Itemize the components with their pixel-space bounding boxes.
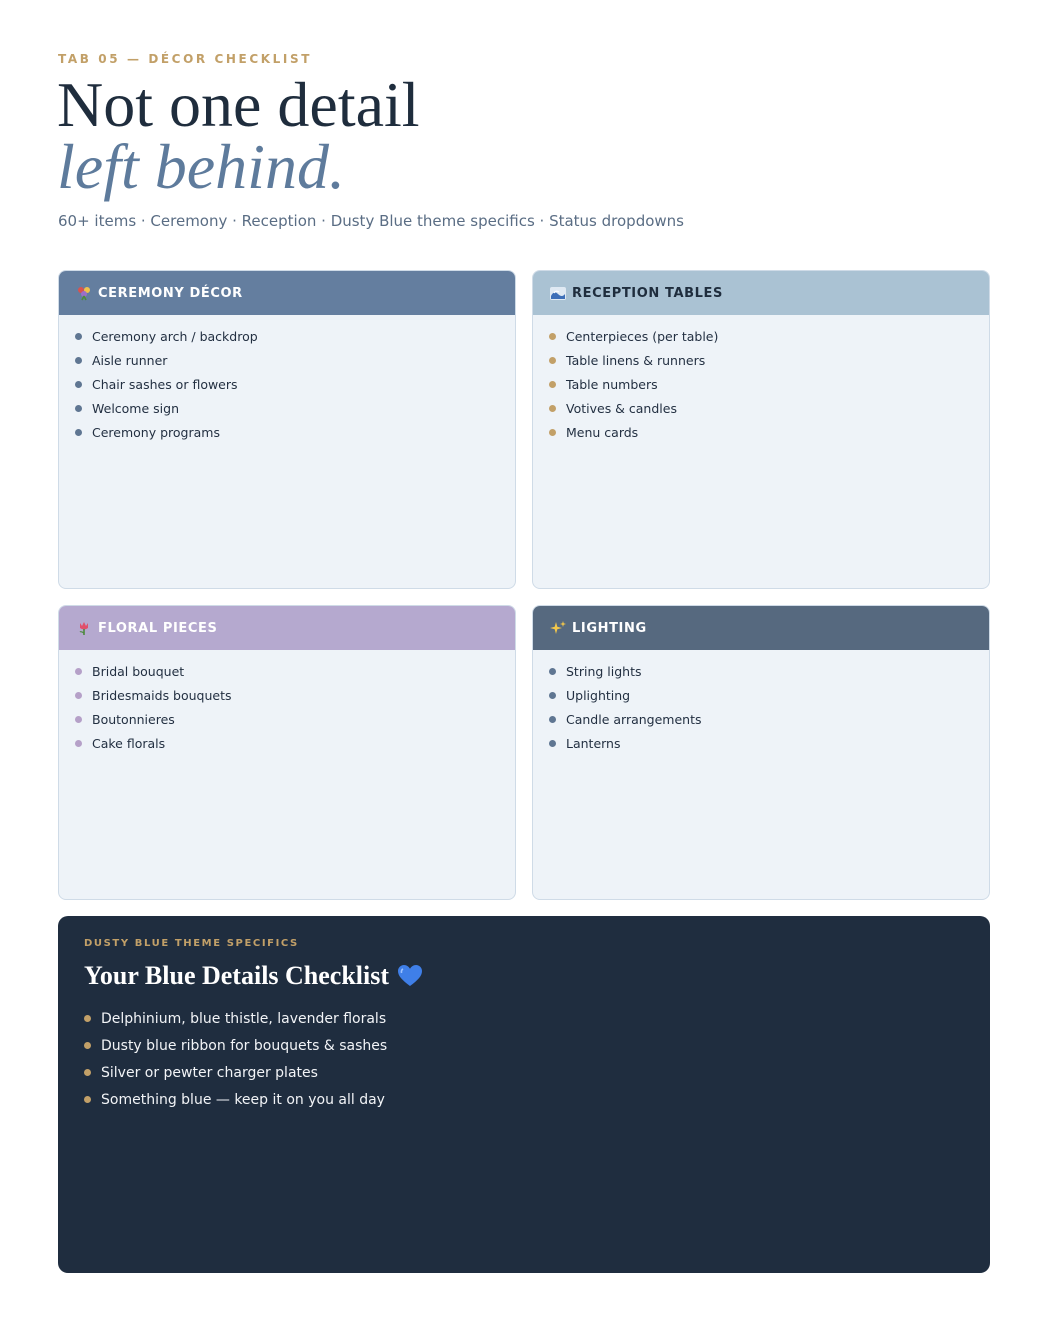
bullet xyxy=(549,716,556,723)
bullet xyxy=(549,357,556,364)
card-header xyxy=(59,271,515,315)
list-item[interactable] xyxy=(549,396,989,420)
list-item[interactable] xyxy=(549,324,989,348)
bullet xyxy=(75,668,82,675)
item-label: Menu cards xyxy=(566,424,639,440)
item-label: Table numbers xyxy=(566,376,658,392)
item-label: Candle arrangements xyxy=(566,711,702,727)
bullet xyxy=(75,357,82,364)
bullet xyxy=(75,716,82,723)
item-label: Boutonnieres xyxy=(92,711,175,727)
checklist xyxy=(533,650,989,755)
bullet xyxy=(549,668,556,675)
checklist xyxy=(59,315,515,444)
list-item[interactable] xyxy=(549,348,989,372)
card-reception-tables xyxy=(532,270,990,589)
list-item[interactable] xyxy=(75,707,515,731)
card-floral-pieces xyxy=(58,605,516,900)
checklist xyxy=(533,315,989,444)
bullet xyxy=(84,1015,91,1022)
tulip-icon xyxy=(75,619,93,637)
list-item[interactable] xyxy=(75,683,515,707)
theme-checklist xyxy=(84,1005,964,1113)
list-item[interactable] xyxy=(549,731,989,755)
list-item[interactable] xyxy=(75,372,515,396)
eyebrow: TAB 05 — DÉCOR CHECKLIST xyxy=(58,52,312,66)
list-item[interactable] xyxy=(75,659,515,683)
list-item[interactable] xyxy=(84,1086,964,1113)
bullet xyxy=(75,333,82,340)
item-label: Ceremony programs xyxy=(92,424,220,440)
blue-heart-icon xyxy=(397,964,423,988)
item-label: String lights xyxy=(566,663,642,679)
bullet xyxy=(549,429,556,436)
item-label: Something blue — keep it on you all day xyxy=(101,1091,385,1108)
list-item[interactable] xyxy=(84,1005,964,1032)
list-item[interactable] xyxy=(75,324,515,348)
item-label: Uplighting xyxy=(566,687,631,703)
card-header xyxy=(533,271,989,315)
list-item[interactable] xyxy=(549,372,989,396)
title-line-1: Not one detail xyxy=(57,69,420,140)
wave-icon xyxy=(549,284,567,302)
subtitle: 60+ items · Ceremony · Reception · Dusty Blue theme specifics · Status dropdowns xyxy=(58,212,684,230)
item-label: Bridesmaids bouquets xyxy=(92,687,232,703)
list-item[interactable] xyxy=(549,420,989,444)
list-item[interactable] xyxy=(75,420,515,444)
list-item[interactable] xyxy=(549,707,989,731)
theme-eyebrow: DUSTY BLUE THEME SPECIFICS xyxy=(84,938,299,949)
list-item[interactable] xyxy=(84,1059,964,1086)
bullet xyxy=(75,381,82,388)
bullet xyxy=(75,405,82,412)
item-label: Bridal bouquet xyxy=(92,663,185,679)
list-item[interactable] xyxy=(75,396,515,420)
list-item[interactable] xyxy=(84,1032,964,1059)
item-label: Cake florals xyxy=(92,735,166,751)
item-label: Centerpieces (per table) xyxy=(566,328,719,344)
bullet xyxy=(84,1096,91,1103)
list-item[interactable] xyxy=(75,348,515,372)
item-label: Table linens & runners xyxy=(566,352,706,368)
bullet xyxy=(84,1042,91,1049)
card-title: CEREMONY DÉCOR xyxy=(98,285,243,301)
page-title xyxy=(57,69,420,202)
item-label: Delphinium, blue thistle, lavender florals xyxy=(101,1010,387,1027)
card-header xyxy=(59,606,515,650)
card-ceremony-decor xyxy=(58,270,516,589)
item-label: Dusty blue ribbon for bouquets & sashes xyxy=(101,1037,388,1054)
card-lighting xyxy=(532,605,990,900)
bullet xyxy=(84,1069,91,1076)
theme-specifics-panel xyxy=(58,916,990,1273)
theme-title-text: Your Blue Details Checklist xyxy=(84,961,390,990)
bullet xyxy=(75,429,82,436)
item-label: Silver or pewter charger plates xyxy=(101,1064,318,1081)
item-label: Lanterns xyxy=(566,735,621,751)
card-title: RECEPTION TABLES xyxy=(572,285,723,301)
list-item[interactable] xyxy=(75,731,515,755)
item-label: Aisle runner xyxy=(92,352,168,368)
bullet xyxy=(75,740,82,747)
item-label: Ceremony arch / backdrop xyxy=(92,328,258,344)
bullet xyxy=(549,692,556,699)
bullet xyxy=(549,740,556,747)
item-label: Votives & candles xyxy=(566,400,677,416)
theme-title xyxy=(84,961,964,991)
card-header xyxy=(533,606,989,650)
sparkles-icon xyxy=(549,619,567,637)
bullet xyxy=(75,692,82,699)
list-item[interactable] xyxy=(549,683,989,707)
bullet xyxy=(549,405,556,412)
bullet xyxy=(549,381,556,388)
card-title: LIGHTING xyxy=(572,620,647,636)
title-line-2: left behind. xyxy=(57,131,345,202)
list-item[interactable] xyxy=(549,659,989,683)
item-label: Welcome sign xyxy=(92,400,179,416)
checklist xyxy=(59,650,515,755)
bullet xyxy=(549,333,556,340)
card-title: FLORAL PIECES xyxy=(98,620,218,636)
bouquet-icon xyxy=(75,284,93,302)
item-label: Chair sashes or flowers xyxy=(92,376,238,392)
